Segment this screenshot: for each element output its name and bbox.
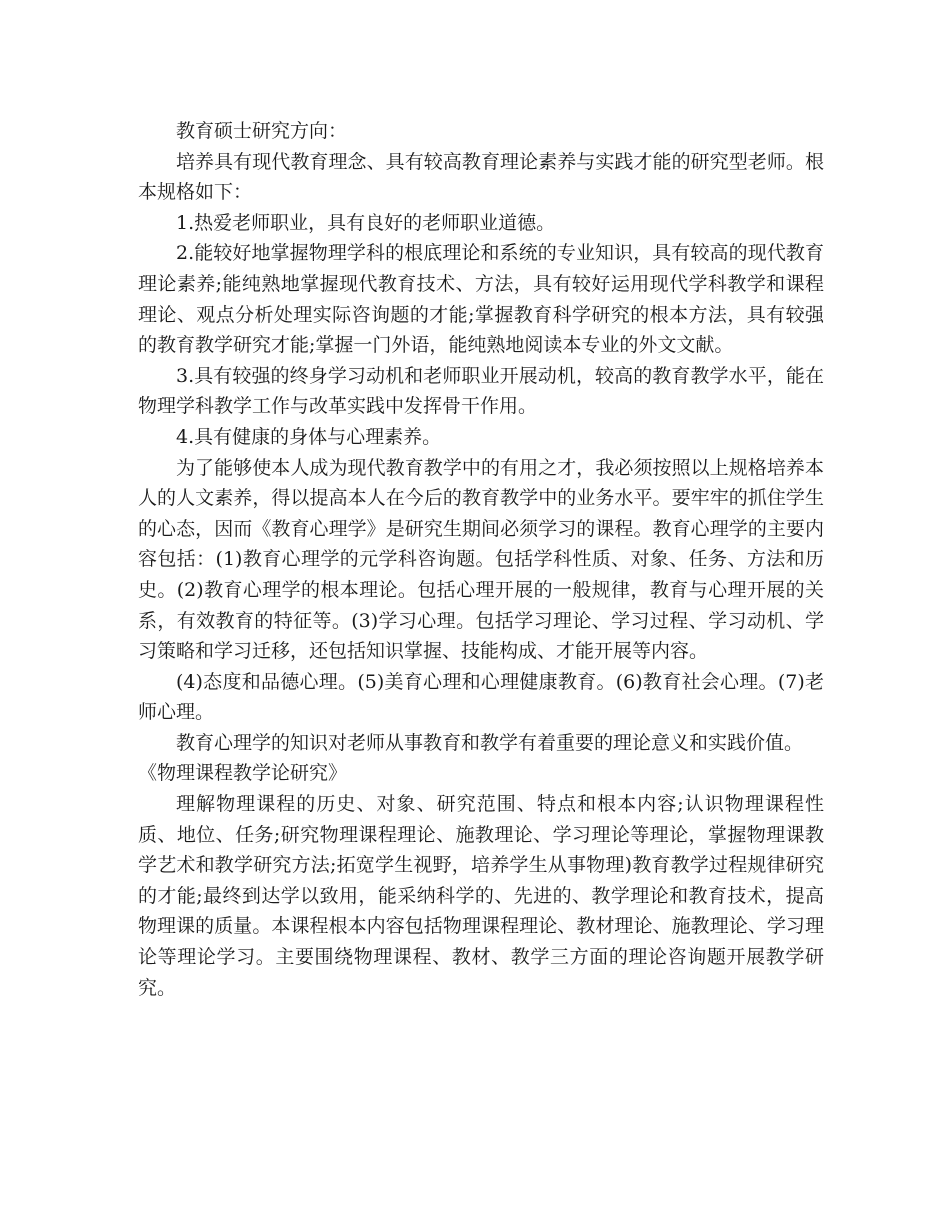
paragraph: (4)态度和品德心理。(5)美育心理和心理健康教育。(6)教育社会心理。(7)老师心理。 xyxy=(138,670,824,724)
list-item: 4.具有健康的身体与心理素养。 xyxy=(176,425,442,448)
course-title: 《物理课程教学论研究》 xyxy=(138,762,348,785)
list-item: 1.热爱老师职业，具有良好的老师职业道德。 xyxy=(176,211,556,234)
list-item: 3.具有较强的终身学习动机和老师职业开展动机，较高的教育教学水平，能在物理学科教学工作与改革实践中发挥骨干作用。 xyxy=(138,364,824,418)
paragraph: 培养具有现代教育理念、具有较高教育理论素养与实践才能的研究型老师。根本规格如下： xyxy=(138,150,824,204)
list-item: 2.能较好地掌握物理学科的根底理论和系统的专业知识，具有较高的现代教育理论素养;能纯熟地掌握现代教育技术、方法，具有较好运用现代学科教学和课程理论、观点分析处理实际咨询题的才能;掌握教育科学研究的根本方法，具有较强的教育教学研究才能;掌握一门外语，能纯熟地阅读本专业的外文文献。 xyxy=(138,242,824,357)
paragraph: 为了能够使本人成为现代教育教学中的有用之才，我必须按照以上规格培养本人的人文素养，得以提高本人在今后的教育教学中的业务水平。要牢牢的抓住学生的心态，因而《教育心理学》是研究生期间必须学习的课程。教育心理学的主要内容包括：(1)教育心理学的元学科咨询题。包括学科性质、对象、任务、方法和历史。(2)教育心理学的根本理论。包括心理开展的一般规律，教育与心理开展的关系，有效教育的特征等。(3)学习心理。包括学习理论、学习过程、学习动机、学习策略和学习迁移，还包括知识掌握、技能构成、才能开展等内容。 xyxy=(138,456,824,663)
document-body xyxy=(138,116,824,1003)
section-heading: 教育硕士研究方向： xyxy=(176,120,348,142)
paragraph: 教育心理学的知识对老师从事教育和教学有着重要的理论意义和实践价值。 xyxy=(176,731,804,754)
paragraph: 理解物理课程的历史、对象、研究范围、特点和根本内容;认识物理课程性质、地位、任务;研究物理课程理论、施教理论、学习理论等理论，掌握物理课教学艺术和教学研究方法;拓宽学生视野，培养学生从事物理)教育教学过程规律研究的才能;最终到达学以致用，能采纳科学的、先进的、教学理论和教育技术，提高物理课的质量。本课程根本内容包括物理课程理论、教材理论、施教理论、学习理论等理论学习。主要围绕物理课程、教材、教学三方面的理论咨询题开展教学研究。 xyxy=(138,793,824,999)
